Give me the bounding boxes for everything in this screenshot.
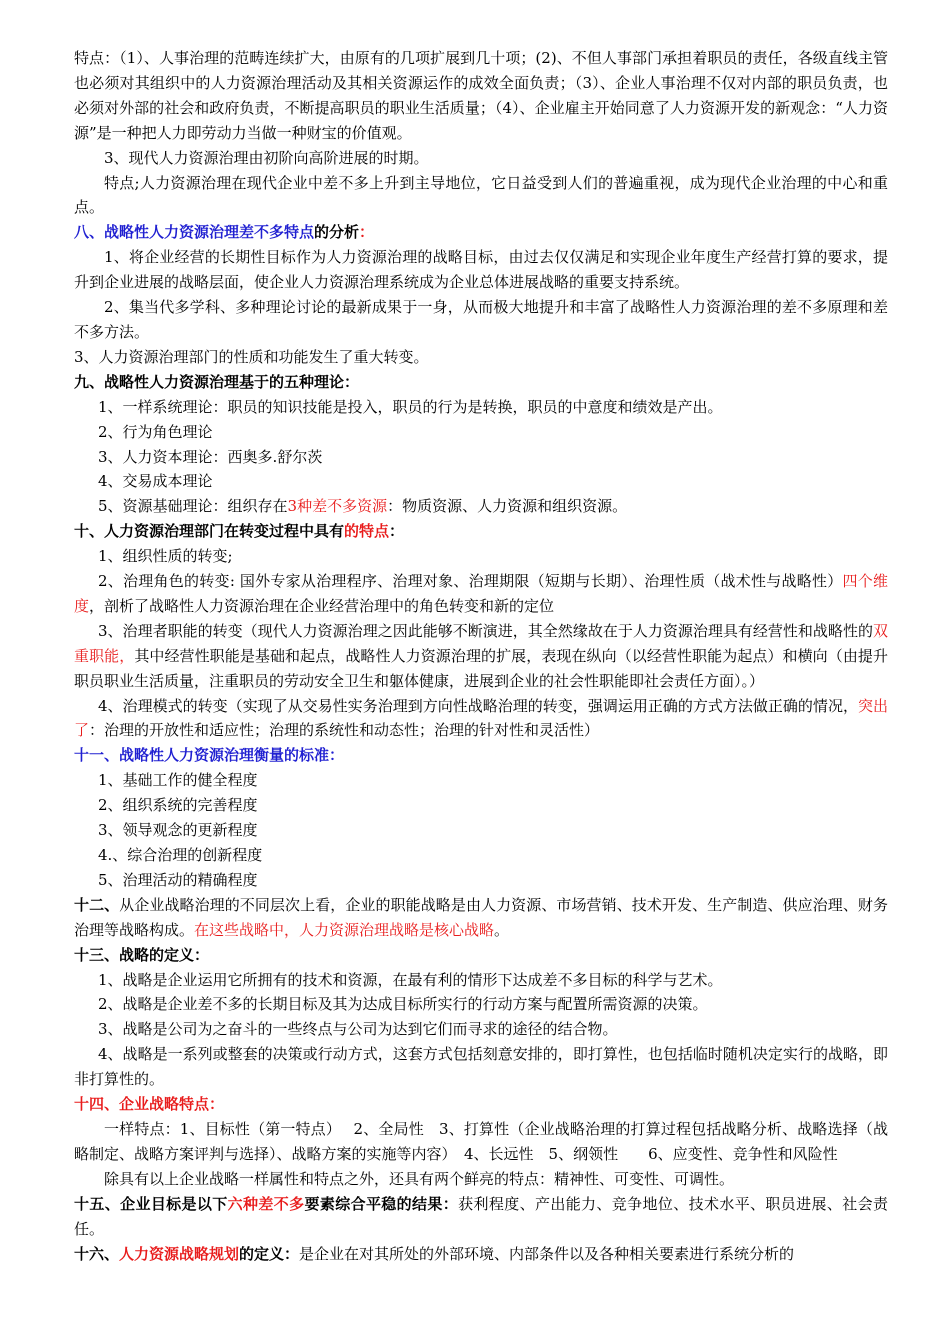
text-run: 2、治理角色的转变: 国外专家从治理程序、治理对象、治理期限（短期与长期）、治理性质（战术性与战略性） [98, 572, 843, 591]
list-item [74, 619, 888, 694]
list-item: 2、集当代多学科、多种理论讨论的最新成果于一身，从而极大地提升和丰富了战略性人力资源治理的差不多原理和差不多方法。 [74, 298, 888, 341]
heading-section-16: 十六、 [74, 1244, 120, 1263]
text-run: ：治理的开放性和适应性；治理的系统性和动态性；治理的针对性和灵活性） [89, 721, 600, 740]
list-item: 1、将企业经营的长期性目标作为人力资源治理的战略目标，由过去仅仅满足和实现企业年度生产经营打算的要求，提升到企业进展的战略层面，使企业人力资源治理系统成为企业总体进展战略的重要支持系统。 [74, 248, 888, 292]
list-item: 1、一样系统理论：职员的知识技能是投入，职员的行为是转换，职员的中意度和绩效是产出。 [98, 397, 723, 416]
highlight-text: 四个维度 [74, 572, 888, 615]
heading-10-main: 十、人力资源治理部门在转变过程中具有 [74, 522, 345, 541]
heading-10-colon: ： [389, 522, 405, 541]
heading-8-colon: ： [359, 223, 375, 242]
heading-10-highlight: 的特点 [344, 522, 390, 541]
text-run: 其中经营性职能是基础和起点，战略性人力资源治理的扩展，表现在纵向（以经营性职能为起点）和横向（由提升职员职业生活质量，注重职员的劳动安全卫生和躯体健康，进展到企业的社会性职能即社会责任方面）。） [74, 646, 888, 690]
list-item: 1、基础工作的健全程度 [98, 771, 258, 790]
heading-16-tail: 的定义： [239, 1244, 300, 1263]
paragraph-features: 特点：（1）、人事治理的范畴连续扩大，由原有的几项扩展到几十项；(2)、不但人事部门承担着职员的责任，各级直线主管也必须对其组织中的人力资源治理活动及其相关资源运作的成效全面负责；（3）、企业人事治理不仅对内部的职员负责，也必须对外部的社会和政府负责，不断提高职员的职业生活质量；（4）、企业雇主开始同意了人力资源开发的新观念：“人力资源”是一种把人力即劳动力当做一种财宝的价值观。 [74, 49, 888, 142]
text-run: ：物质资源、人力资源和组织资源。 [387, 497, 628, 516]
list-item: 2、行为角色理论 [98, 422, 213, 441]
list-item: 1、战略是企业运用它所拥有的技术和资源，在最有利的情形下达成差不多目标的科学与艺术。 [98, 970, 723, 989]
list-item: 3、战略是公司为之奋斗的一些终点与公司为达到它们而寻求的途径的结合物。 [98, 1020, 618, 1039]
heading-section-8 [74, 220, 888, 245]
highlight-text: 3种差不多资源 [287, 497, 388, 516]
list-item: 4、交易成本理论 [98, 472, 213, 491]
paragraph-stage-3-features: 特点;人力资源治理在现代企业中差不多上升到主导地位，它日益受到人们的普遍重视，成为现代企业治理的中心和重点。 [74, 173, 888, 217]
list-item: 2、组织系统的完善程度 [98, 796, 258, 815]
heading-section-12: 十二、 [74, 895, 120, 914]
highlight-text: 双重职能， [74, 621, 888, 665]
heading-15-highlight: 六种差不多 [227, 1194, 305, 1213]
heading-8-main: 八、战略性人力资源治理差不多特点 [74, 223, 315, 242]
list-item: 3、人力资本理论：西奥多.舒尔茨 [98, 447, 323, 466]
heading-8-tail: 的分析 [314, 223, 360, 242]
list-item: 3、人力资源治理部门的性质和功能发生了重大转变。 [74, 347, 429, 366]
list-item [74, 569, 888, 619]
text-run: 是企业在对其所处的外部环境、内部条件以及各种相关要素进行系统分析的 [299, 1244, 795, 1263]
paragraph-section-12 [74, 893, 888, 943]
heading-section-13: 十三、战略的定义： [74, 945, 210, 964]
list-item [74, 494, 888, 519]
list-item: 4、战略是一系列或整套的决策或行动方式，这套方式包括刻意安排的，即打算性，也包括临时随机决定实行的战略，即非打算性的。 [74, 1045, 888, 1089]
highlight-text: 突出了 [74, 696, 888, 740]
paragraph-section-15 [74, 1192, 888, 1242]
heading-section-10 [74, 519, 888, 544]
list-item: 3、领导观念的更新程度 [98, 821, 258, 840]
heading-16-highlight: 人力资源战略规划 [119, 1244, 240, 1263]
list-item: 除具有以上企业战略一样属性和特点之外，还具有两个鲜亮的特点：精神性、可变性、可调性。 [104, 1169, 735, 1188]
text-run: 从企业战略治理的不同层次上看，企业的职能战略是由人力资源、市场营销、技术开发、生产制造、供应治理、财务治理等战略构成。 [74, 895, 888, 939]
heading-section-15: 十五、企业目标是以下 [74, 1194, 228, 1213]
list-item [74, 694, 888, 744]
paragraph-stage-3: 3、现代人力资源治理由初阶向高阶进展的时期。 [104, 148, 429, 167]
text-run: 3、治理者职能的转变（现代人力资源治理之因此能够不断演进，其全然缘故在于人力资源治理具有经营性和战略性的 [98, 621, 873, 640]
text-run: 。 [494, 920, 510, 939]
highlight-text: 在这些战略中，人力资源治理战略是核心战略 [194, 920, 495, 939]
text-run: 4、治理模式的转变（实现了从交易性实务治理到方向性战略治理的转变，强调运用正确的方式方法做正确的情况， [98, 696, 858, 715]
heading-section-11: 十一、战略性人力资源治理衡量的标准： [74, 746, 345, 765]
list-item: 5、治理活动的精确程度 [98, 870, 258, 889]
list-item: 2、战略是企业差不多的长期目标及其为达成目标所实行的行动方案与配置所需资源的决策。 [98, 995, 708, 1014]
heading-section-14: 十四、企业战略特点： [74, 1095, 225, 1114]
list-item: 1、组织性质的转变; [98, 547, 233, 566]
list-item: 4.、综合治理的创新程度 [98, 846, 263, 864]
text-run: ，剖析了战略性人力资源治理在企业经营治理中的角色转变和新的定位 [89, 596, 555, 615]
paragraph-section-16 [74, 1242, 888, 1267]
heading-section-9: 九、战略性人力资源治理基于的五种理论： [74, 372, 360, 391]
text-run: 5、资源基础理论：组织存在 [98, 497, 288, 516]
heading-15-tail: 要素综合平稳的结果： [304, 1194, 459, 1213]
list-item: 一样特点：1、目标性（第一特点） 2、全局性 3、打算性（企业战略治理的打算过程包括战略分析、战略选择（战略制定、战略方案评判与选择）、战略方案的实施等内容） 4、长远性 5、纲领性 6、应变性、竞争性和风险性 [74, 1119, 888, 1163]
text-run: 获利程度、产出能力、竞争地位、技术水平、职员进展、社会责任。 [74, 1194, 888, 1238]
